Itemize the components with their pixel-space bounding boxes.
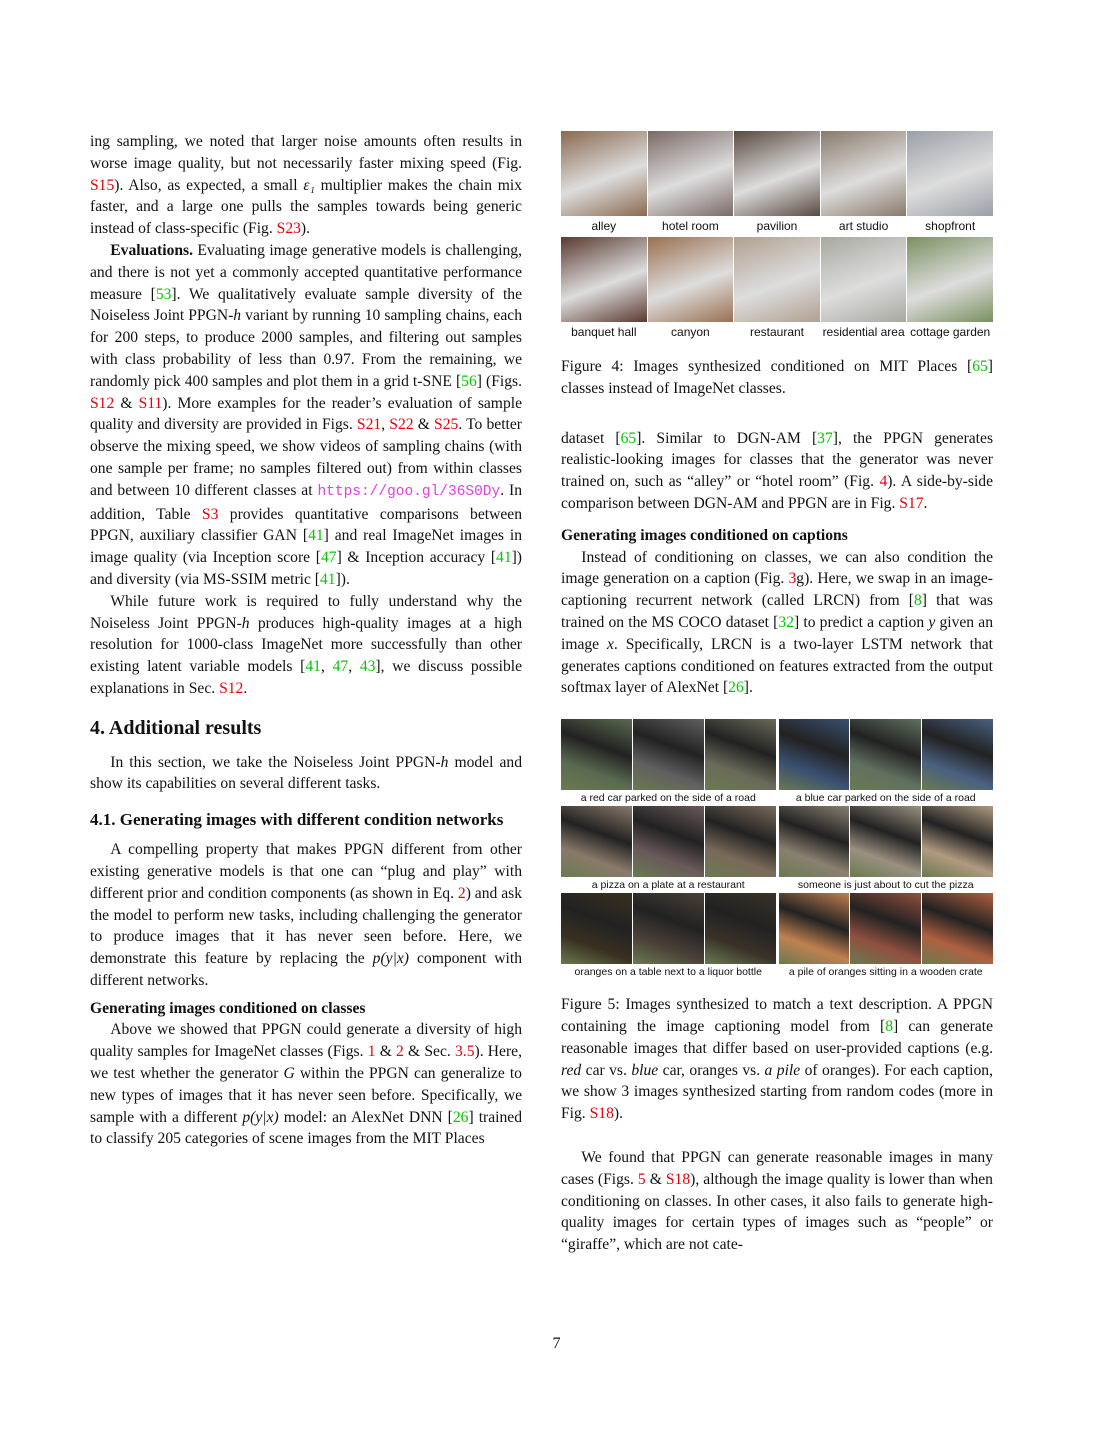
evaluations-paragraph (90, 240, 522, 591)
cross-reference-link[interactable]: S25 (434, 416, 459, 434)
citation-link[interactable]: 56 (461, 372, 477, 390)
text-segment: ). (300, 220, 311, 238)
text-segment: h (241, 614, 250, 632)
text-segment: . (923, 494, 928, 512)
text-segment: In this section, we take the Noiseless Joint PPGN- (110, 753, 441, 771)
figure-5-caption (561, 994, 993, 1125)
figure-4-cell (561, 237, 647, 342)
citation-link[interactable]: 53 (155, 285, 172, 303)
synthesized-image (779, 806, 850, 877)
class-label: art studio (838, 219, 889, 233)
text-segment: dataset [ (561, 429, 621, 447)
subsection-heading: 4.1. Generating images with different condition networks (90, 810, 504, 830)
text-segment: g). Here, we swap in an image-captioning recurrent network (called LRCN) from [ (561, 570, 993, 610)
text-segment: G (283, 1065, 295, 1083)
text-segment: ing sampling, we noted that larger noise amounts often results in worse image quality, but not necessarily faster mixing speed (Fig. (90, 133, 522, 172)
text-caption: a red car parked on the side of a road (580, 792, 756, 805)
cross-reference-link[interactable]: S12 (90, 394, 115, 412)
text-segment: ] to predict a caption (793, 613, 929, 631)
text-segment: model and show its capabilities on several different tasks. (90, 753, 522, 793)
text-segment: A compelling property that makes PPGN different from other existing generative models is that one can “plug and play” with different prior and condition components (as shown in Eq. (90, 841, 522, 902)
citation-link[interactable]: 32 (778, 613, 794, 631)
figure-4-grid (561, 131, 993, 342)
text-segment: ). (613, 1105, 623, 1123)
text-segment: p(y|x) (372, 950, 409, 968)
figure-4-cell (821, 237, 907, 342)
citation-link[interactable]: 26 (728, 679, 744, 697)
cross-reference-link[interactable]: S18 (589, 1105, 614, 1123)
cross-reference-link[interactable]: 1 (367, 1043, 376, 1061)
synthesized-image (850, 893, 921, 964)
figure-4-cell (648, 131, 734, 236)
citation-link[interactable]: 65 (620, 429, 637, 447)
paragraph (90, 839, 522, 992)
text-segment: Figure 4: Images synthesized conditioned on MIT Places [ (561, 358, 973, 375)
figure-4-cell (907, 131, 993, 236)
caption-group (779, 719, 994, 806)
text-segment: ] & Inception accuracy [ (336, 549, 497, 567)
citation-link[interactable]: 41 (319, 570, 336, 588)
text-segment: ] (Figs. (476, 372, 522, 390)
synthesized-image (850, 719, 921, 790)
url-link[interactable]: https://goo.gl/36S0Dy (317, 483, 501, 500)
text-segment: within the PPGN can generalize to new types of images that it has never seen before. Specifically, we sample with a different (90, 1065, 522, 1126)
page-number: 7 (552, 1335, 561, 1352)
paragraph (90, 1019, 522, 1150)
caption-group (779, 806, 994, 893)
text-segment: given an image (561, 613, 993, 653)
text-segment: & Sec. (403, 1043, 455, 1061)
citation-link[interactable]: 47 (320, 549, 337, 567)
text-caption: someone is just about to cut the pizza (797, 879, 974, 892)
text-segment: ]) and diversity (via MS-SSIM metric [ (90, 549, 522, 588)
citation-link[interactable]: 37 (817, 429, 833, 447)
figure-4-caption (561, 356, 993, 400)
synthesized-image (907, 131, 993, 216)
text-segment: & (645, 1170, 666, 1188)
text-segment: of oranges). For each caption, we show 3 images synthesized starting from random codes (more in Fig. (561, 1061, 993, 1123)
text-segment: ). Also, as expected, a small (114, 176, 304, 194)
synthesized-image (779, 719, 850, 790)
synthesized-image (561, 719, 632, 790)
citation-link[interactable]: 8 (885, 1017, 894, 1035)
text-segment: ]. We qualitatively evaluate sample diversity of the Noiseless Joint PPGN- (90, 285, 522, 325)
text-segment: y (928, 613, 936, 631)
synthesized-image (561, 806, 632, 877)
text-segment: h (233, 307, 242, 325)
text-segment: & (375, 1043, 397, 1061)
synthesized-image (821, 237, 907, 322)
synthesized-image (705, 893, 776, 964)
citation-link[interactable]: 41 (308, 527, 324, 545)
class-label: banquet hall (571, 325, 637, 339)
class-label: hotel room (662, 219, 719, 233)
text-segment: We found that PPGN can generate reasonable images in many cases (Figs. (561, 1148, 993, 1188)
text-segment: , (381, 416, 390, 434)
text-segment: red (561, 1061, 582, 1079)
citation-link[interactable]: 8 (914, 592, 922, 610)
citation-link[interactable]: 47 (332, 658, 349, 676)
cross-reference-link[interactable]: S22 (389, 416, 414, 434)
text-segment: ], the PPGN generates realistic-looking images for classes that the generator was never trained on, such as “alley” or “hotel room” (Fig. (561, 429, 994, 491)
cross-reference-link[interactable]: S15 (90, 176, 115, 194)
cross-reference-link[interactable]: 2 (457, 884, 466, 902)
figure-4-cell (734, 131, 820, 236)
text-segment: Above we showed that PPGN could generate a diversity of high quality samples for ImageNet classes (Figs. (90, 1021, 522, 1061)
text-segment: x (607, 635, 614, 653)
text-caption: a blue car parked on the side of a road (795, 792, 976, 805)
citation-link[interactable]: 41 (305, 658, 321, 676)
text-segment: & (413, 416, 435, 434)
text-segment: ] trained to classify 205 categories of scene images from the MIT Places (90, 1108, 522, 1148)
paragraph (90, 131, 522, 240)
caption-group (561, 719, 776, 806)
figure-4-cell (821, 131, 907, 236)
text-caption: a pizza on a plate at a restaurant (591, 879, 745, 892)
text-segment: a pile (764, 1061, 801, 1079)
figure-4-cell (561, 131, 647, 236)
text-segment: . (243, 679, 248, 697)
class-label: shopfront (925, 219, 976, 233)
text-segment: ] classes instead of ImageNet classes. (561, 358, 993, 397)
synthesized-image (922, 806, 993, 877)
synthesized-image (561, 131, 647, 216)
text-segment: ). A side-by-side comparison between DGN-AM and PPGN are in Fig. (561, 473, 993, 512)
text-segment: ). More examples for the reader’s evaluation of sample quality and diversity are provided in Figs. (90, 394, 522, 434)
citation-link[interactable]: 41 (496, 549, 512, 567)
text-segment: , (348, 658, 360, 676)
text-segment: car, oranges vs. (658, 1061, 765, 1079)
cross-reference-link[interactable]: S23 (276, 220, 301, 238)
text-segment: component with different networks. (90, 950, 522, 989)
synthesized-image (922, 893, 993, 964)
text-segment: ) and ask the model to perform new tasks, including challenging the generator to produce images that it has never seen before. Here, we demonstrate this feature by replacing the (90, 884, 522, 968)
text-segment: blue (631, 1061, 659, 1079)
text-segment: ] that was trained on the MS COCO dataset [ (561, 592, 993, 631)
synthesized-image (561, 893, 632, 964)
cross-reference-link[interactable]: S17 (899, 494, 924, 512)
text-segment: provides quantitative comparisons between PPGN, auxiliary classifier GAN [ (90, 505, 523, 545)
text-caption: oranges on a table next to a liquor bottle (574, 966, 762, 979)
synthesized-image (821, 131, 907, 216)
class-label: canyon (671, 325, 710, 339)
synthesized-image (734, 131, 820, 216)
cross-reference-link[interactable]: S18 (665, 1170, 691, 1188)
text-segment: . To better observe the mixing speed, we show videos of sampling chains (with one sample per frame; no samples filtered out) from within classes and between 10 different classes at (90, 416, 522, 499)
citation-link[interactable]: 43 (359, 658, 376, 676)
text-segment: ] can generate reasonable images that differ based on user-provided captions (e.g. (561, 1017, 993, 1057)
text-segment: ]. Similar to DGN-AM [ (636, 429, 818, 447)
synthesized-image (922, 719, 993, 790)
paragraph (561, 1147, 993, 1256)
text-segment: h (440, 753, 449, 771)
citation-link[interactable]: 26 (452, 1108, 469, 1126)
text-segment: . Specifically, LRCN is a two-layer LSTM network that generates captions conditioned on features extracted from the output softmax layer of AlexNet [ (561, 635, 993, 697)
text-segment: Figure 5: Images synthesized to match a text description. A PPGN containing the image captioning model from [ (561, 996, 993, 1035)
synthesized-image (633, 719, 704, 790)
cross-reference-link[interactable]: 5 (637, 1170, 646, 1188)
text-segment: Instead of conditioning on classes, we can also condition the image generation on a caption (Fig. (561, 548, 993, 588)
text-segment: While future work is required to fully understand why the Noiseless Joint PPGN- (90, 592, 522, 632)
text-caption: a pile of oranges sitting in a wooden crate (788, 966, 983, 979)
class-label: alley (591, 219, 617, 233)
synthesized-image (633, 893, 704, 964)
paragraph-heading: Generating images conditioned on captions (561, 526, 848, 544)
text-segment: produces high-quality images at a high resolution for 1000-class ImageNet more successfully than other existing latent variable models [ (90, 614, 522, 676)
paragraph (90, 591, 522, 700)
synthesized-image (648, 237, 734, 322)
cross-reference-link[interactable]: 4 (879, 473, 888, 491)
text-segment: car vs. (581, 1061, 632, 1079)
cross-reference-link[interactable]: 3.5 (455, 1043, 475, 1061)
text-segment: ] and real ImageNet images in image quality (via Inception score [ (90, 527, 523, 567)
paragraph-heading: Generating images conditioned on classes (90, 999, 366, 1017)
caption-group (561, 893, 776, 980)
text-segment: multiplier makes the chain mix faster, and a large one pulls the samples towards being generic instead of class-specific (Fig. (90, 176, 522, 238)
paragraph (561, 428, 993, 515)
text-segment: & (114, 394, 139, 412)
class-label: cottage garden (910, 325, 991, 339)
text-segment: p(y|x) (242, 1108, 279, 1126)
synthesized-image (561, 237, 647, 322)
cross-reference-link[interactable]: 2 (396, 1043, 404, 1061)
class-label: residential area (822, 325, 905, 339)
class-label: restaurant (749, 325, 804, 339)
cross-reference-link[interactable]: S21 (356, 416, 382, 434)
synthesized-image (705, 806, 776, 877)
figure-4-cell (907, 237, 993, 342)
caption-group (779, 893, 994, 980)
figure-4-cell (648, 237, 734, 342)
cross-reference-link[interactable]: S12 (219, 679, 244, 697)
synthesized-image (850, 806, 921, 877)
figure-5-grid (561, 719, 993, 980)
text-segment: ), although the image quality is lower than when conditioning on classes. In other cases, it also fails to generate high-quality images for certain types of images such as “people” or “giraffe”, which are not cate- (561, 1170, 993, 1254)
synthesized-image (734, 237, 820, 322)
synthesized-image (779, 893, 850, 964)
paragraph (90, 752, 522, 796)
text-segment: variant by running 10 sampling chains, each for 200 steps, to produce 2000 samples, and filtering out samples with class probability of less than 0.97. From the remaining, we randomly pick 400 samples and plot them in a grid t-SNE [ (90, 307, 522, 390)
left-column (90, 131, 522, 1150)
caption-group (561, 806, 776, 893)
text-segment: model: an AlexNet DNN [ (278, 1108, 453, 1126)
paragraph (561, 547, 993, 700)
text-segment: ). Here, we test whether the generator (90, 1043, 522, 1083)
right-column (561, 131, 993, 1256)
text-segment: ]. (743, 679, 753, 697)
synthesized-image (907, 237, 993, 322)
figure-4-cell (734, 237, 820, 342)
synthesized-image (648, 131, 734, 216)
text-segment: ]). (335, 570, 350, 588)
synthesized-image (633, 806, 704, 877)
text-segment: ε₁ (303, 176, 315, 194)
text-segment: ], we discuss possible explanations in Sec. (90, 658, 523, 697)
text-segment: Evaluating image generative models is challenging, and there is not yet a commonly accepted quantitative performance measure [ (90, 241, 522, 303)
text-segment: . In addition, Table (90, 481, 522, 523)
text-segment: , (320, 658, 333, 676)
class-label: pavilion (756, 219, 798, 233)
section-heading: 4. Additional results (90, 716, 262, 739)
cross-reference-link[interactable]: S3 (201, 505, 219, 523)
citation-link[interactable]: 65 (972, 358, 988, 375)
synthesized-image (705, 719, 776, 790)
text-segment: Evaluations. (110, 241, 194, 259)
cross-reference-link[interactable]: 3 (788, 570, 797, 588)
cross-reference-link[interactable]: S11 (138, 394, 163, 412)
